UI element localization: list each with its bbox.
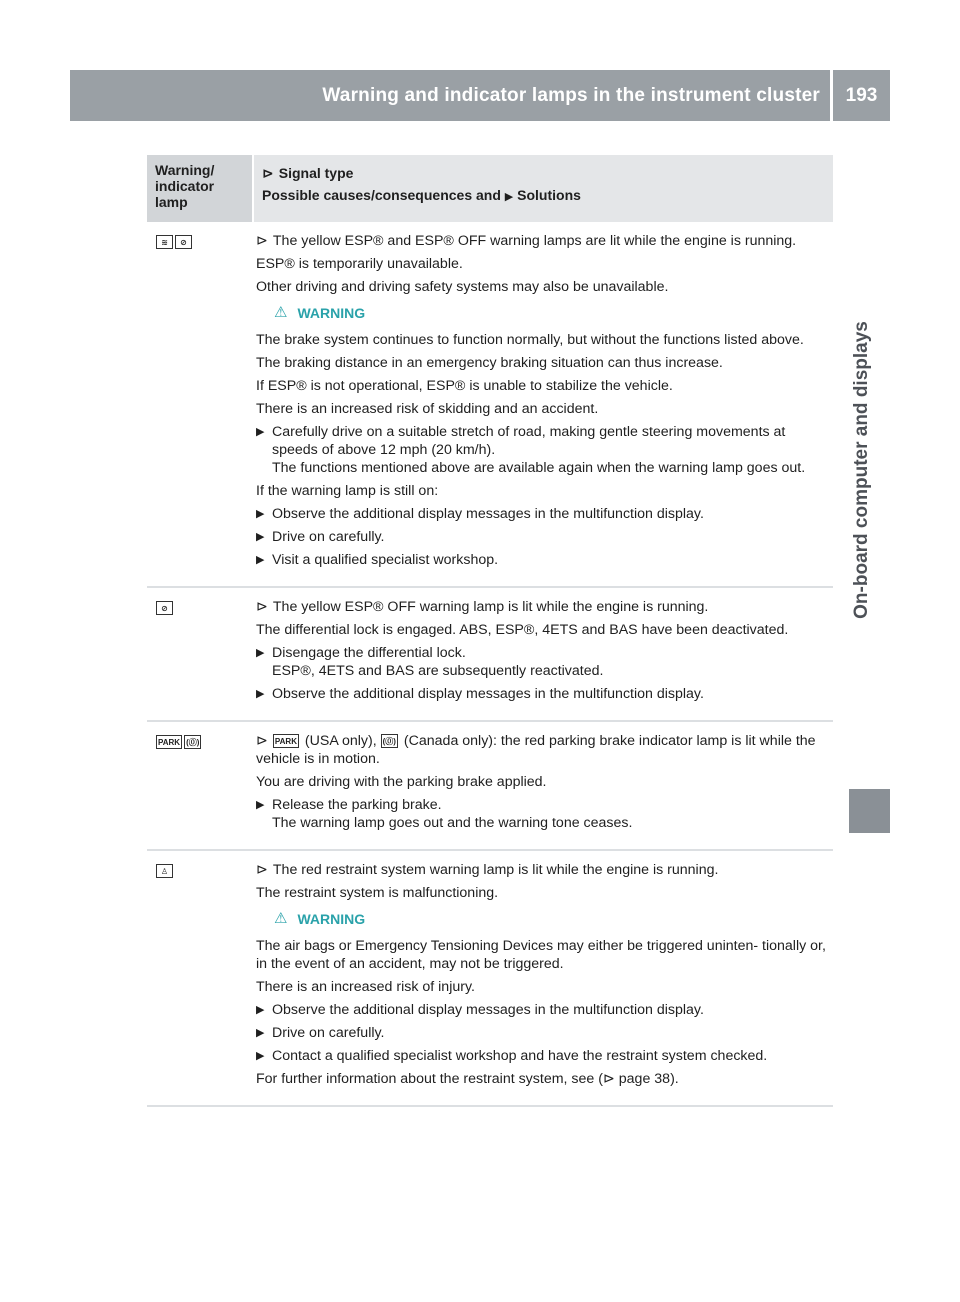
signal-text: The yellow ESP® OFF warning lamp is lit while the engine is running. [272, 599, 709, 615]
warning-text: There is an increased risk of injury. [256, 979, 475, 995]
description-cell [254, 222, 833, 586]
warning-lamp-table [147, 155, 833, 1107]
lamp-cell [147, 588, 254, 720]
action-text: Drive on carefully. [272, 529, 385, 545]
warning-triangle-icon: ⚠ [274, 304, 288, 321]
action-step [256, 644, 833, 680]
action-result-text: The warning lamp goes out and the warning tone ceases. [272, 815, 633, 831]
parking-brake-lamp-icon: (⓪) [184, 735, 201, 749]
description-cell [254, 588, 833, 720]
signal-text: The red restraint system warning lamp is lit while the engine is running. [272, 862, 719, 878]
esp-warning-lamp-icon: ≋ [156, 235, 173, 249]
action-arrow-icon: ▶ [256, 1027, 265, 1039]
warning-triangle-icon: ⚠ [274, 910, 288, 927]
signal-icon: ⊳ [262, 165, 274, 181]
signal-icon: ⊳ [256, 233, 268, 249]
signal-icon: ⊳ [256, 862, 268, 878]
cause-text: If the warning lamp is still on: [256, 483, 439, 499]
cause-text: The differential lock is engaged. ABS, ESP®, 4ETS and BAS have been deactivated. [256, 622, 789, 638]
signal-icon: ⊳ [256, 733, 268, 749]
esp-off-warning-lamp-icon: ⊘ [175, 235, 192, 249]
lamp-cell [147, 222, 254, 586]
lamp-cell [147, 722, 254, 849]
action-text: Visit a qualified specialist workshop. [272, 552, 499, 568]
action-text: Drive on carefully. [272, 1025, 385, 1041]
action-step [256, 1024, 833, 1042]
action-arrow-icon: ▶ [256, 426, 265, 438]
action-text: Observe the additional display messages in the multifunction display. [272, 1002, 704, 1018]
action-step [256, 528, 833, 546]
park-lamp-icon: PARK [156, 735, 182, 749]
table-header [147, 155, 833, 222]
header-description-column [254, 155, 833, 222]
action-arrow-icon: ▶ [256, 508, 265, 520]
warning-text: The brake system continues to function normally, but without the functions listed above. [256, 332, 804, 348]
header-solutions: Solutions [517, 187, 581, 203]
header-lamp-line: Warning/ [155, 162, 215, 178]
warning-heading [274, 910, 833, 928]
page-number: 193 [833, 70, 890, 121]
header-lamp-column [147, 155, 252, 222]
action-text: Disengage the differential lock. [272, 645, 466, 661]
header-title: Warning and indicator lamps in the instrument cluster [70, 70, 830, 121]
lamp-cell [147, 851, 254, 1105]
action-text: Release the parking brake. [272, 797, 442, 813]
action-step [256, 505, 833, 523]
warning-text: There is an increased risk of skidding and an accident. [256, 401, 599, 417]
action-step [256, 1047, 833, 1065]
action-arrow-icon: ▶ [256, 799, 265, 811]
signal-text: (USA only), [304, 733, 377, 749]
cause-text: You are driving with the parking brake applied. [256, 774, 547, 790]
signal-text: The yellow ESP® and ESP® OFF warning lamps are lit while the engine is running. [272, 233, 797, 249]
table-row [147, 222, 833, 588]
action-step [256, 551, 833, 569]
action-arrow-icon: ▶ [504, 191, 514, 203]
action-arrow-icon: ▶ [256, 688, 265, 700]
warning-label: WARNING [297, 911, 366, 927]
header-causes: Possible causes/consequences and [262, 187, 501, 203]
warning-text: The air bags or Emergency Tensioning Devices may either be triggered uninten- tionally or, in the event of an accident, may not be triggered. [256, 938, 826, 972]
action-step [256, 685, 833, 703]
action-result-text: The functions mentioned above are available again when the warning lamp goes out. [272, 460, 806, 476]
action-step [256, 423, 833, 477]
header-lamp-line: lamp [155, 194, 188, 210]
action-step [256, 1001, 833, 1019]
side-label: On-board computer and displays [851, 321, 872, 619]
signal-text: (Canada only): the red parking brake indicator lamp is lit while the vehicle is in motion. [256, 733, 816, 767]
signal-icon: ⊳ [256, 599, 268, 615]
action-result-text: ESP®, 4ETS and BAS are subsequently reactivated. [272, 663, 604, 679]
description-cell [254, 722, 833, 849]
page-header [70, 70, 890, 121]
parking-brake-lamp-icon: (⓪) [381, 734, 398, 748]
table-row [147, 851, 833, 1107]
cause-text: Other driving and driving safety systems may also be unavailable. [256, 279, 669, 295]
header-lamp-line: indicator [155, 178, 215, 194]
warning-heading [274, 304, 833, 322]
restraint-system-lamp-icon: ♙ [156, 864, 173, 878]
header-signal-type: Signal type [278, 165, 354, 181]
side-marker [849, 789, 890, 833]
action-arrow-icon: ▶ [256, 1050, 265, 1062]
warning-text: The braking distance in an emergency braking situation can thus increase. [256, 355, 723, 371]
action-arrow-icon: ▶ [256, 647, 265, 659]
cause-text: ESP® is temporarily unavailable. [256, 256, 463, 272]
cause-text: The restraint system is malfunctioning. [256, 885, 499, 901]
action-arrow-icon: ▶ [256, 554, 265, 566]
page-reference-link[interactable]: For further information about the restraint system, see (⊳ page 38). [256, 1071, 679, 1087]
park-lamp-icon: PARK [273, 734, 299, 748]
action-text: Observe the additional display messages in the multifunction display. [272, 686, 704, 702]
action-text: Contact a qualified specialist workshop and have the restraint system checked. [272, 1048, 768, 1064]
warning-label: WARNING [297, 305, 366, 321]
action-arrow-icon: ▶ [256, 1004, 265, 1016]
action-arrow-icon: ▶ [256, 531, 265, 543]
table-row [147, 588, 833, 722]
table-row [147, 722, 833, 851]
action-step [256, 796, 833, 832]
description-cell [254, 851, 833, 1105]
esp-off-warning-lamp-icon: ⊘ [156, 601, 173, 615]
action-text: Carefully drive on a suitable stretch of road, making gentle steering movements at speeds of above 12 mph (20 km/h). [272, 424, 786, 458]
warning-text: If ESP® is not operational, ESP® is unable to stabilize the vehicle. [256, 378, 673, 394]
action-text: Observe the additional display messages in the multifunction display. [272, 506, 704, 522]
